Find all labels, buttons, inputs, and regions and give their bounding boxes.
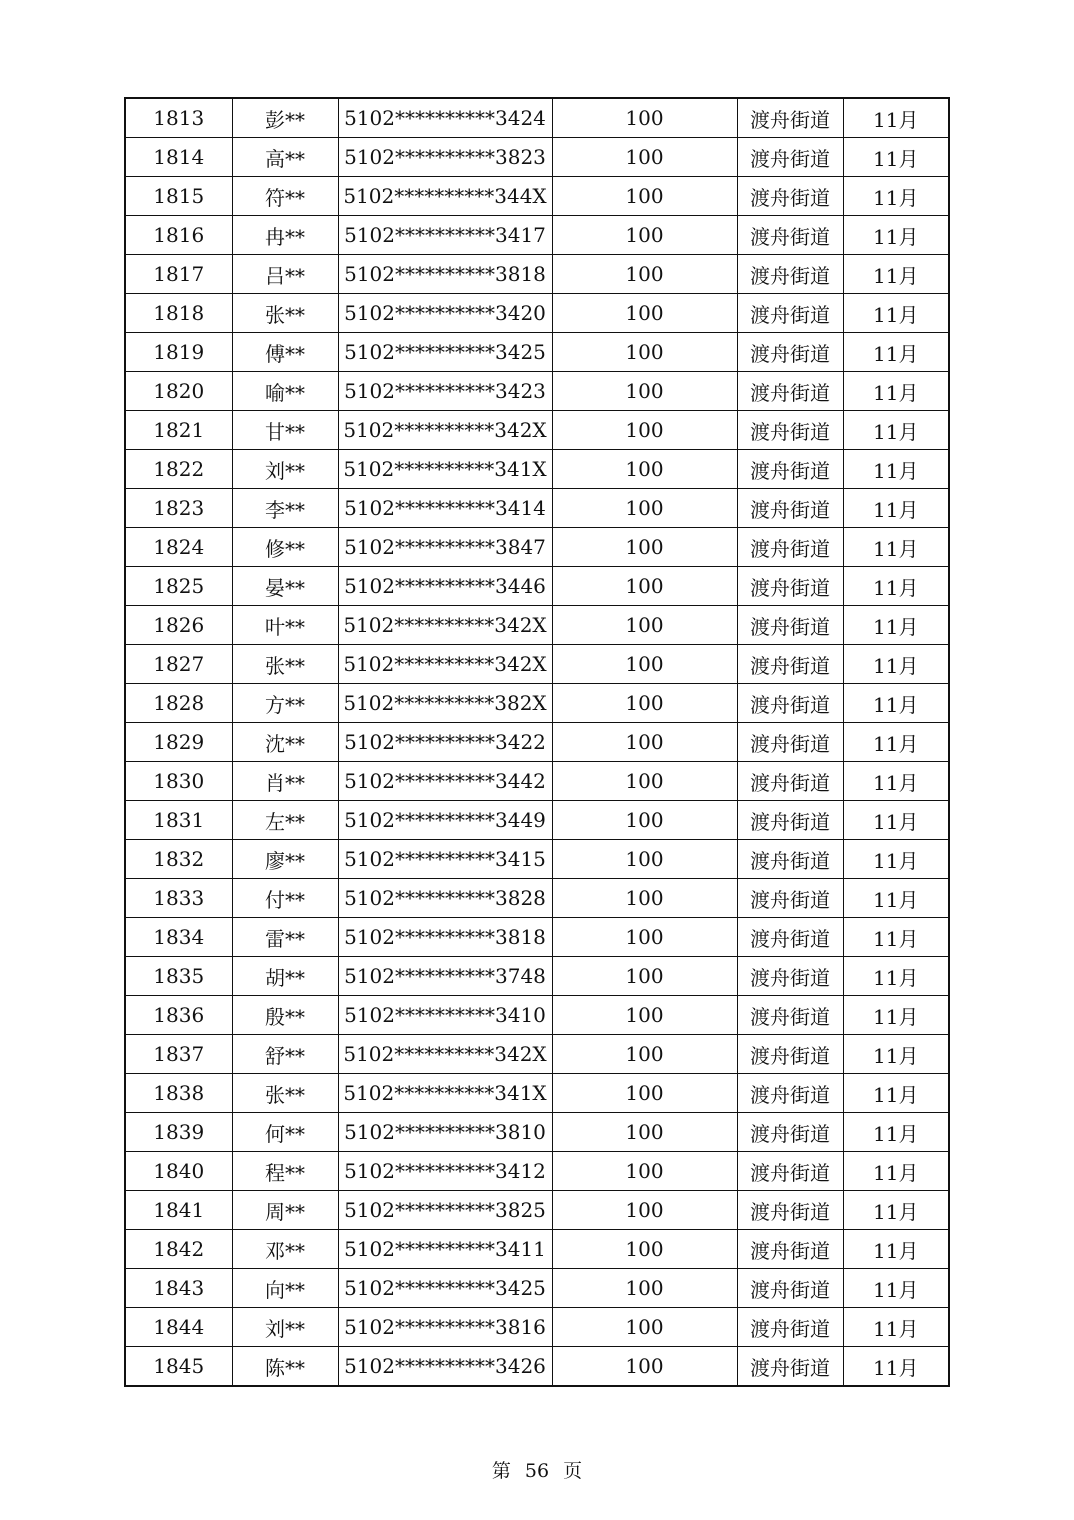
table-row — [125, 333, 949, 372]
cell-name: 陈** — [232, 1347, 338, 1387]
cell-id-number: 5102**********3420 — [338, 294, 552, 333]
cell-street: 渡舟街道 — [737, 645, 843, 684]
cell-serial-number: 1825 — [125, 567, 232, 606]
cell-amount: 100 — [552, 1347, 737, 1387]
cell-street: 渡舟街道 — [737, 606, 843, 645]
cell-street: 渡舟街道 — [737, 372, 843, 411]
cell-street: 渡舟街道 — [737, 489, 843, 528]
cell-id-number: 5102**********3425 — [338, 333, 552, 372]
page-label-suffix: 页 — [563, 1460, 583, 1482]
cell-street: 渡舟街道 — [737, 879, 843, 918]
cell-amount: 100 — [552, 606, 737, 645]
cell-street: 渡舟街道 — [737, 333, 843, 372]
cell-street: 渡舟街道 — [737, 762, 843, 801]
table-row — [125, 567, 949, 606]
cell-amount: 100 — [552, 645, 737, 684]
cell-name: 张** — [232, 294, 338, 333]
cell-name: 张** — [232, 645, 338, 684]
cell-serial-number: 1834 — [125, 918, 232, 957]
cell-amount: 100 — [552, 762, 737, 801]
cell-id-number: 5102**********3818 — [338, 255, 552, 294]
cell-street: 渡舟街道 — [737, 996, 843, 1035]
cell-street: 渡舟街道 — [737, 294, 843, 333]
table-row — [125, 996, 949, 1035]
cell-month: 11月 — [843, 1230, 949, 1269]
cell-id-number: 5102**********3412 — [338, 1152, 552, 1191]
cell-name: 周** — [232, 1191, 338, 1230]
roster-table-body — [125, 98, 949, 1386]
cell-street: 渡舟街道 — [737, 918, 843, 957]
cell-name: 刘** — [232, 1308, 338, 1347]
cell-name: 程** — [232, 1152, 338, 1191]
cell-amount: 100 — [552, 450, 737, 489]
table-row — [125, 879, 949, 918]
cell-name: 彭** — [232, 98, 338, 138]
cell-amount: 100 — [552, 684, 737, 723]
cell-name: 雷** — [232, 918, 338, 957]
cell-name: 叶** — [232, 606, 338, 645]
cell-serial-number: 1840 — [125, 1152, 232, 1191]
cell-serial-number: 1824 — [125, 528, 232, 567]
cell-id-number: 5102**********3816 — [338, 1308, 552, 1347]
table-row — [125, 957, 949, 996]
cell-amount: 100 — [552, 255, 737, 294]
table-row — [125, 489, 949, 528]
cell-month: 11月 — [843, 1191, 949, 1230]
cell-amount: 100 — [552, 528, 737, 567]
cell-serial-number: 1820 — [125, 372, 232, 411]
cell-name: 向** — [232, 1269, 338, 1308]
cell-serial-number: 1815 — [125, 177, 232, 216]
cell-street: 渡舟街道 — [737, 255, 843, 294]
table-row — [125, 294, 949, 333]
cell-amount: 100 — [552, 1035, 737, 1074]
cell-name: 符** — [232, 177, 338, 216]
cell-street: 渡舟街道 — [737, 1347, 843, 1387]
cell-name: 高** — [232, 138, 338, 177]
cell-serial-number: 1821 — [125, 411, 232, 450]
cell-month: 11月 — [843, 645, 949, 684]
cell-month: 11月 — [843, 840, 949, 879]
cell-name: 肖** — [232, 762, 338, 801]
cell-id-number: 5102**********3411 — [338, 1230, 552, 1269]
cell-street: 渡舟街道 — [737, 567, 843, 606]
cell-name: 左** — [232, 801, 338, 840]
cell-street: 渡舟街道 — [737, 216, 843, 255]
cell-amount: 100 — [552, 216, 737, 255]
cell-street: 渡舟街道 — [737, 684, 843, 723]
cell-month: 11月 — [843, 1113, 949, 1152]
cell-serial-number: 1836 — [125, 996, 232, 1035]
cell-month: 11月 — [843, 411, 949, 450]
cell-id-number: 5102**********342X — [338, 606, 552, 645]
cell-id-number: 5102**********382X — [338, 684, 552, 723]
cell-amount: 100 — [552, 411, 737, 450]
table-row — [125, 918, 949, 957]
table-row — [125, 1347, 949, 1387]
cell-month: 11月 — [843, 489, 949, 528]
cell-name: 付** — [232, 879, 338, 918]
cell-serial-number: 1837 — [125, 1035, 232, 1074]
cell-name: 方** — [232, 684, 338, 723]
cell-serial-number: 1838 — [125, 1074, 232, 1113]
cell-id-number: 5102**********3446 — [338, 567, 552, 606]
cell-month: 11月 — [843, 1347, 949, 1387]
cell-serial-number: 1823 — [125, 489, 232, 528]
roster-table — [124, 97, 950, 1387]
cell-id-number: 5102**********3449 — [338, 801, 552, 840]
cell-serial-number: 1839 — [125, 1113, 232, 1152]
cell-serial-number: 1833 — [125, 879, 232, 918]
table-row — [125, 372, 949, 411]
cell-name: 刘** — [232, 450, 338, 489]
cell-id-number: 5102**********3410 — [338, 996, 552, 1035]
cell-id-number: 5102**********3823 — [338, 138, 552, 177]
cell-amount: 100 — [552, 1074, 737, 1113]
cell-serial-number: 1827 — [125, 645, 232, 684]
cell-name: 傅** — [232, 333, 338, 372]
cell-street: 渡舟街道 — [737, 1269, 843, 1308]
cell-name: 晏** — [232, 567, 338, 606]
cell-street: 渡舟街道 — [737, 957, 843, 996]
cell-street: 渡舟街道 — [737, 1191, 843, 1230]
cell-name: 胡** — [232, 957, 338, 996]
cell-month: 11月 — [843, 294, 949, 333]
cell-month: 11月 — [843, 996, 949, 1035]
cell-id-number: 5102**********3425 — [338, 1269, 552, 1308]
cell-name: 邓** — [232, 1230, 338, 1269]
cell-amount: 100 — [552, 1269, 737, 1308]
cell-amount: 100 — [552, 1152, 737, 1191]
cell-amount: 100 — [552, 294, 737, 333]
cell-serial-number: 1819 — [125, 333, 232, 372]
cell-name: 李** — [232, 489, 338, 528]
cell-month: 11月 — [843, 723, 949, 762]
table-row — [125, 1074, 949, 1113]
cell-serial-number: 1832 — [125, 840, 232, 879]
cell-amount: 100 — [552, 723, 737, 762]
cell-id-number: 5102**********3810 — [338, 1113, 552, 1152]
table-row — [125, 98, 949, 138]
table-row — [125, 450, 949, 489]
cell-amount: 100 — [552, 333, 737, 372]
cell-month: 11月 — [843, 879, 949, 918]
cell-street: 渡舟街道 — [737, 1230, 843, 1269]
cell-serial-number: 1818 — [125, 294, 232, 333]
cell-month: 11月 — [843, 957, 949, 996]
cell-amount: 100 — [552, 1113, 737, 1152]
cell-month: 11月 — [843, 255, 949, 294]
cell-name: 张** — [232, 1074, 338, 1113]
cell-amount: 100 — [552, 918, 737, 957]
cell-serial-number: 1814 — [125, 138, 232, 177]
cell-name: 沈** — [232, 723, 338, 762]
cell-serial-number: 1822 — [125, 450, 232, 489]
cell-name: 修** — [232, 528, 338, 567]
cell-amount: 100 — [552, 567, 737, 606]
table-row — [125, 606, 949, 645]
table-row — [125, 177, 949, 216]
cell-name: 喻** — [232, 372, 338, 411]
cell-street: 渡舟街道 — [737, 840, 843, 879]
cell-id-number: 5102**********3847 — [338, 528, 552, 567]
cell-month: 11月 — [843, 138, 949, 177]
cell-id-number: 5102**********3424 — [338, 98, 552, 138]
cell-month: 11月 — [843, 1269, 949, 1308]
cell-id-number: 5102**********3825 — [338, 1191, 552, 1230]
cell-month: 11月 — [843, 762, 949, 801]
cell-id-number: 5102**********3417 — [338, 216, 552, 255]
cell-id-number: 5102**********342X — [338, 1035, 552, 1074]
page-footer — [0, 1456, 1074, 1483]
cell-serial-number: 1843 — [125, 1269, 232, 1308]
cell-month: 11月 — [843, 1074, 949, 1113]
cell-month: 11月 — [843, 177, 949, 216]
cell-serial-number: 1844 — [125, 1308, 232, 1347]
table-row — [125, 1230, 949, 1269]
cell-id-number: 5102**********344X — [338, 177, 552, 216]
cell-street: 渡舟街道 — [737, 1035, 843, 1074]
cell-id-number: 5102**********341X — [338, 450, 552, 489]
table-row — [125, 528, 949, 567]
cell-serial-number: 1845 — [125, 1347, 232, 1387]
cell-street: 渡舟街道 — [737, 1074, 843, 1113]
page-label-prefix: 第 — [491, 1460, 511, 1482]
cell-month: 11月 — [843, 216, 949, 255]
cell-street: 渡舟街道 — [737, 1113, 843, 1152]
page-number: 56 — [524, 1460, 550, 1482]
table-row — [125, 1113, 949, 1152]
cell-street: 渡舟街道 — [737, 138, 843, 177]
cell-month: 11月 — [843, 801, 949, 840]
cell-id-number: 5102**********3748 — [338, 957, 552, 996]
cell-name: 舒** — [232, 1035, 338, 1074]
cell-id-number: 5102**********342X — [338, 645, 552, 684]
cell-serial-number: 1828 — [125, 684, 232, 723]
cell-month: 11月 — [843, 567, 949, 606]
cell-id-number: 5102**********3818 — [338, 918, 552, 957]
cell-month: 11月 — [843, 684, 949, 723]
cell-street: 渡舟街道 — [737, 723, 843, 762]
cell-month: 11月 — [843, 918, 949, 957]
cell-amount: 100 — [552, 1230, 737, 1269]
table-row — [125, 255, 949, 294]
cell-serial-number: 1813 — [125, 98, 232, 138]
cell-amount: 100 — [552, 177, 737, 216]
table-row — [125, 1035, 949, 1074]
cell-amount: 100 — [552, 489, 737, 528]
cell-amount: 100 — [552, 372, 737, 411]
table-row — [125, 684, 949, 723]
cell-name: 何** — [232, 1113, 338, 1152]
cell-month: 11月 — [843, 98, 949, 138]
cell-amount: 100 — [552, 1308, 737, 1347]
cell-serial-number: 1816 — [125, 216, 232, 255]
cell-id-number: 5102**********3422 — [338, 723, 552, 762]
cell-id-number: 5102**********3414 — [338, 489, 552, 528]
cell-id-number: 5102**********3423 — [338, 372, 552, 411]
table-row — [125, 762, 949, 801]
cell-amount: 100 — [552, 138, 737, 177]
cell-month: 11月 — [843, 1152, 949, 1191]
cell-amount: 100 — [552, 996, 737, 1035]
cell-street: 渡舟街道 — [737, 528, 843, 567]
table-row — [125, 411, 949, 450]
table-row — [125, 216, 949, 255]
cell-amount: 100 — [552, 879, 737, 918]
cell-name: 甘** — [232, 411, 338, 450]
cell-serial-number: 1842 — [125, 1230, 232, 1269]
cell-name: 廖** — [232, 840, 338, 879]
cell-street: 渡舟街道 — [737, 801, 843, 840]
cell-street: 渡舟街道 — [737, 1152, 843, 1191]
cell-street: 渡舟街道 — [737, 98, 843, 138]
cell-month: 11月 — [843, 372, 949, 411]
cell-id-number: 5102**********341X — [338, 1074, 552, 1113]
table-row — [125, 840, 949, 879]
table-row — [125, 1269, 949, 1308]
cell-name: 殷** — [232, 996, 338, 1035]
cell-serial-number: 1831 — [125, 801, 232, 840]
cell-street: 渡舟街道 — [737, 450, 843, 489]
cell-serial-number: 1817 — [125, 255, 232, 294]
cell-amount: 100 — [552, 801, 737, 840]
cell-month: 11月 — [843, 528, 949, 567]
table-row — [125, 723, 949, 762]
table-row — [125, 138, 949, 177]
table-row — [125, 1191, 949, 1230]
cell-month: 11月 — [843, 1308, 949, 1347]
cell-serial-number: 1835 — [125, 957, 232, 996]
cell-serial-number: 1841 — [125, 1191, 232, 1230]
cell-amount: 100 — [552, 98, 737, 138]
cell-serial-number: 1829 — [125, 723, 232, 762]
cell-id-number: 5102**********3426 — [338, 1347, 552, 1387]
cell-amount: 100 — [552, 1191, 737, 1230]
cell-id-number: 5102**********3442 — [338, 762, 552, 801]
cell-amount: 100 — [552, 840, 737, 879]
table-row — [125, 1152, 949, 1191]
cell-month: 11月 — [843, 606, 949, 645]
table-row — [125, 1308, 949, 1347]
cell-month: 11月 — [843, 1035, 949, 1074]
table-row — [125, 801, 949, 840]
cell-name: 吕** — [232, 255, 338, 294]
cell-street: 渡舟街道 — [737, 1308, 843, 1347]
cell-serial-number: 1826 — [125, 606, 232, 645]
cell-street: 渡舟街道 — [737, 411, 843, 450]
cell-serial-number: 1830 — [125, 762, 232, 801]
cell-amount: 100 — [552, 957, 737, 996]
cell-month: 11月 — [843, 450, 949, 489]
cell-street: 渡舟街道 — [737, 177, 843, 216]
table-row — [125, 645, 949, 684]
cell-id-number: 5102**********3828 — [338, 879, 552, 918]
cell-month: 11月 — [843, 333, 949, 372]
cell-id-number: 5102**********3415 — [338, 840, 552, 879]
cell-id-number: 5102**********342X — [338, 411, 552, 450]
cell-name: 冉** — [232, 216, 338, 255]
